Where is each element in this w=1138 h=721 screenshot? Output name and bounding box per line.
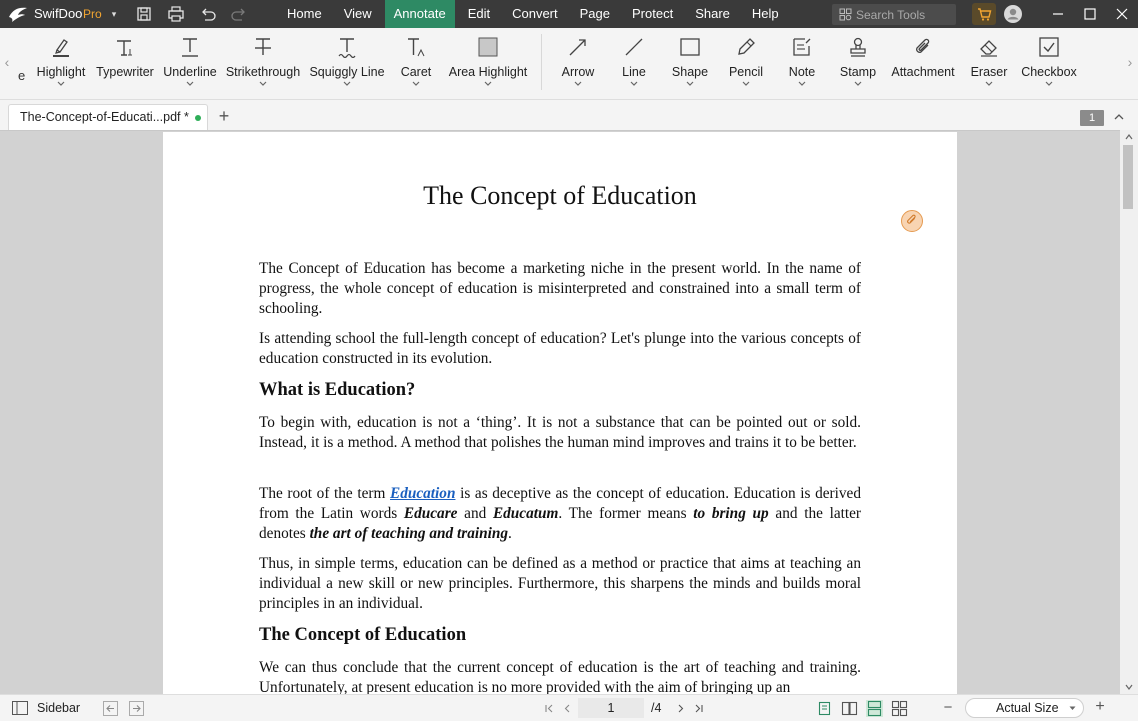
area-highlight-tool[interactable]: Area Highlight [447, 36, 529, 94]
typewriter-icon [114, 36, 136, 58]
line-tool[interactable]: Line [614, 36, 654, 94]
zoom-in-button[interactable]: + [1095, 698, 1105, 715]
squiggly-line-tool[interactable]: Squiggly Line [309, 36, 385, 94]
paragraph-2: Is attending school the full-length concept of education? Let's plunge into the various concepts of education constructed in its evolution. [259, 330, 861, 367]
area-highlight-dropdown-icon[interactable] [484, 81, 492, 87]
collapse-ribbon-icon[interactable] [1112, 110, 1126, 124]
shopping-cart-icon [972, 3, 996, 25]
page-number-badge: 1 [1080, 110, 1104, 126]
note-icon [791, 36, 813, 58]
thumbnail-grid-view-icon[interactable] [891, 700, 908, 717]
menu-home[interactable]: Home [287, 6, 322, 21]
note-dropdown-icon[interactable] [798, 81, 806, 87]
maximize-button[interactable] [1074, 0, 1106, 28]
print-icon[interactable] [167, 5, 185, 23]
swifdoo-logo-icon [8, 5, 28, 23]
underline-icon [179, 36, 201, 58]
attachment-tool[interactable]: Attachment [890, 36, 956, 94]
menu-protect[interactable]: Protect [632, 6, 674, 21]
close-button[interactable] [1106, 0, 1138, 28]
document-tab-strip [0, 100, 1138, 130]
arrow-tool[interactable]: Arrow [558, 36, 598, 94]
checkbox-icon [1038, 36, 1060, 58]
shape-icon [679, 36, 701, 58]
save-icon[interactable] [135, 5, 153, 23]
zoom-out-button[interactable]: − [943, 699, 953, 716]
ribbon-separator [541, 34, 542, 90]
scrollbar-thumb[interactable] [1123, 145, 1133, 209]
stamp-tool[interactable]: Stamp [836, 36, 880, 94]
strikethrough-icon [252, 36, 274, 58]
document-viewport[interactable] [0, 130, 1120, 694]
next-view-icon[interactable] [129, 701, 144, 716]
user-account-button[interactable] [1002, 3, 1024, 25]
underline-dropdown-icon[interactable] [186, 81, 194, 87]
underline-tool[interactable]: Underline [162, 36, 218, 94]
line-dropdown-icon[interactable] [630, 81, 638, 87]
shopping-cart-button[interactable] [972, 3, 996, 25]
two-page-view-icon[interactable] [841, 700, 858, 717]
menu-page[interactable]: Page [579, 6, 610, 21]
previous-page-icon[interactable] [560, 701, 575, 716]
document-title: The Concept of Education [423, 181, 697, 210]
search-tools-box[interactable] [832, 4, 956, 25]
checkbox-tool[interactable]: Checkbox [1020, 36, 1078, 94]
menu-help[interactable]: Help [751, 6, 779, 21]
shape-dropdown-icon[interactable] [686, 81, 694, 87]
paragraph-1: The Concept of Education has become a marketing niche in the present world. In the name of progress, the whole concept of education is misinterpreted and constrained into a small term of schooling. [259, 260, 861, 317]
paragraph-3: To begin with, education is not a ‘thing’. It is not a substance that can be pointed out or sold. Instead, it is a method. A method that polishes the human mind improves and trains it to be better. [259, 414, 861, 451]
arrow-dropdown-icon[interactable] [574, 81, 582, 87]
note-tool[interactable]: Note [782, 36, 822, 94]
app-edition-label: Pro [83, 7, 102, 21]
sidebar-icon[interactable] [12, 701, 28, 715]
education-link[interactable]: Education [390, 485, 456, 502]
eraser-dropdown-icon[interactable] [985, 81, 993, 87]
unsaved-indicator-icon [195, 115, 201, 121]
app-menu-dropdown-icon[interactable]: ▾ [111, 9, 117, 19]
minimize-icon [1052, 8, 1064, 20]
previous-view-icon[interactable] [103, 701, 118, 716]
caret-icon [405, 36, 427, 58]
paragraph-4: The root of the term Education is as deceptive as the concept of education. Education is derived from the Latin words Educare and Educatum. The former means to bring up and the latter denotes the art of teaching and training. [259, 485, 861, 542]
arrow-icon [567, 36, 589, 58]
vertical-scrollbar[interactable] [1120, 130, 1138, 694]
stamp-icon [847, 36, 869, 58]
maximize-icon [1084, 8, 1096, 20]
search-tools-icon [839, 8, 852, 21]
menu-annotate[interactable]: Annotate [385, 0, 455, 28]
pencil-icon [735, 36, 757, 58]
scroll-down-icon[interactable] [1124, 682, 1134, 692]
title-bar [0, 0, 1138, 28]
strikethrough-dropdown-icon[interactable] [259, 81, 267, 87]
ribbon-scroll-left-button[interactable]: ‹ [4, 54, 10, 70]
stamp-dropdown-icon[interactable] [854, 81, 862, 87]
highlight-tool[interactable]: Highlight [33, 36, 89, 94]
current-page-input[interactable] [578, 698, 644, 718]
document-tab[interactable] [8, 104, 208, 130]
pdf-page[interactable] [163, 132, 957, 694]
eraser-icon [978, 36, 1000, 58]
search-tools-input[interactable] [856, 6, 952, 23]
redo-icon[interactable] [230, 5, 248, 23]
typewriter-tool[interactable]: Typewriter [96, 36, 154, 94]
heading-concept-of-education: The Concept of Education [259, 625, 467, 645]
caret-tool[interactable]: Caret [396, 36, 436, 94]
area-highlight-icon [477, 36, 499, 58]
menu-share[interactable]: Share [695, 6, 730, 21]
annotate-ribbon [0, 28, 1138, 100]
checkbox-dropdown-icon[interactable] [1045, 81, 1053, 87]
sidebar-toggle-label[interactable]: Sidebar [37, 701, 81, 715]
minimize-button[interactable] [1042, 0, 1074, 28]
menu-view[interactable]: View [343, 6, 372, 21]
ribbon-scroll-right-button[interactable]: › [1127, 54, 1133, 70]
shape-tool[interactable]: Shape [670, 36, 710, 94]
ribbon-partial-label: e [18, 68, 26, 83]
scroll-up-icon[interactable] [1124, 132, 1134, 142]
user-avatar-icon [1002, 3, 1024, 25]
zoom-dropdown-icon [1069, 706, 1076, 711]
line-icon [623, 36, 645, 58]
pencil-dropdown-icon[interactable] [742, 81, 750, 87]
zoom-level-select[interactable] [965, 698, 1084, 718]
document-tab-title: The-Concept-of-Educati...pdf * [20, 110, 189, 124]
pencil-tool[interactable]: Pencil [726, 36, 766, 94]
app-name: SwifDoo [34, 6, 83, 21]
paragraph-5: Thus, in simple terms, education can be defined as a method or practice that aims at teaching an individual a new skill or new principles. Furthermore, this sharpens the minds and builds moral principles in an individual. [259, 555, 861, 612]
undo-icon[interactable] [199, 5, 217, 23]
heading-what-is-education: What is Education? [259, 380, 416, 400]
eraser-tool[interactable]: Eraser [968, 36, 1010, 94]
menu-convert[interactable]: Convert [512, 6, 558, 21]
new-tab-button[interactable]: + [218, 106, 230, 126]
attachment-annotation-icon[interactable] [901, 210, 923, 232]
next-page-icon[interactable] [673, 701, 688, 716]
close-icon [1116, 8, 1128, 20]
last-page-icon[interactable] [691, 701, 706, 716]
single-page-view-icon[interactable] [816, 700, 833, 717]
continuous-scroll-view-icon[interactable] [866, 700, 883, 717]
squiggly-line-dropdown-icon[interactable] [343, 81, 351, 87]
first-page-icon[interactable] [542, 701, 557, 716]
highlight-dropdown-icon[interactable] [57, 81, 65, 87]
paragraph-6: We can thus conclude that the current concept of education is the art of teaching and training. Unfortunately, at present education is no more provided with the aim of bringing up an [259, 659, 861, 694]
caret-dropdown-icon[interactable] [412, 81, 420, 87]
attachment-icon [912, 36, 934, 58]
zoom-level-value: Actual Size [996, 701, 1059, 715]
squiggly-line-icon [336, 36, 358, 58]
total-pages-label: /4 [651, 701, 662, 715]
strikethrough-tool[interactable]: Strikethrough [225, 36, 301, 94]
status-bar [0, 694, 1138, 721]
menu-edit[interactable]: Edit [467, 6, 491, 21]
main-menu [278, 0, 792, 28]
highlight-icon [50, 36, 72, 58]
